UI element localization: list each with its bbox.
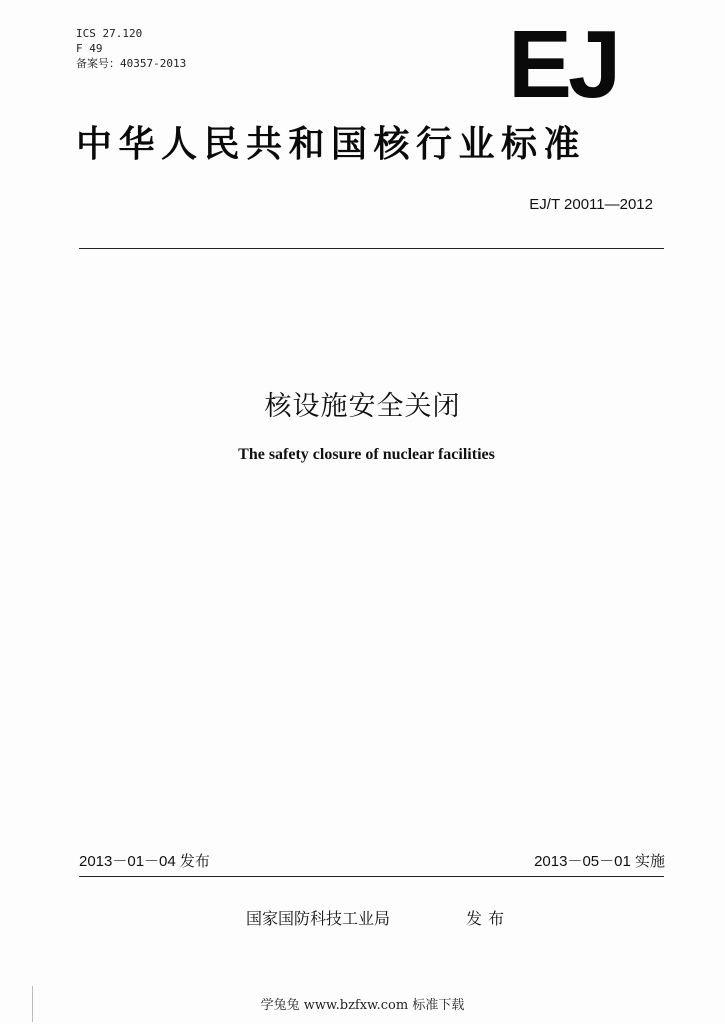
document-title-chinese: 核设施安全关闭 bbox=[264, 391, 461, 422]
issue-action-label: 发布 bbox=[466, 909, 511, 928]
ej-logo: EJ bbox=[508, 11, 618, 118]
standard-type-title: 中华人民共和国核行业标准 bbox=[76, 124, 587, 165]
effective-date: 2013－05－01 实施 bbox=[534, 853, 665, 870]
issue-date: 2013－01－04 发布 bbox=[79, 853, 210, 870]
standard-number: EJ/T 20011—2012 bbox=[529, 196, 653, 213]
document-title-english: The safety closure of nuclear facilities bbox=[238, 446, 495, 463]
filing-number: 备案号：40357-2013 bbox=[76, 57, 187, 70]
header-divider bbox=[79, 248, 664, 249]
ccs-code: F 49 bbox=[76, 42, 103, 55]
classification-codes bbox=[76, 26, 186, 71]
download-watermark: 学兔兔 www.bzfxw.com 标准下载 bbox=[260, 998, 465, 1013]
ics-code: ICS 27.120 bbox=[76, 27, 143, 40]
footer-divider bbox=[79, 876, 664, 877]
issuing-authority: 国家国防科技工业局 bbox=[246, 909, 391, 928]
